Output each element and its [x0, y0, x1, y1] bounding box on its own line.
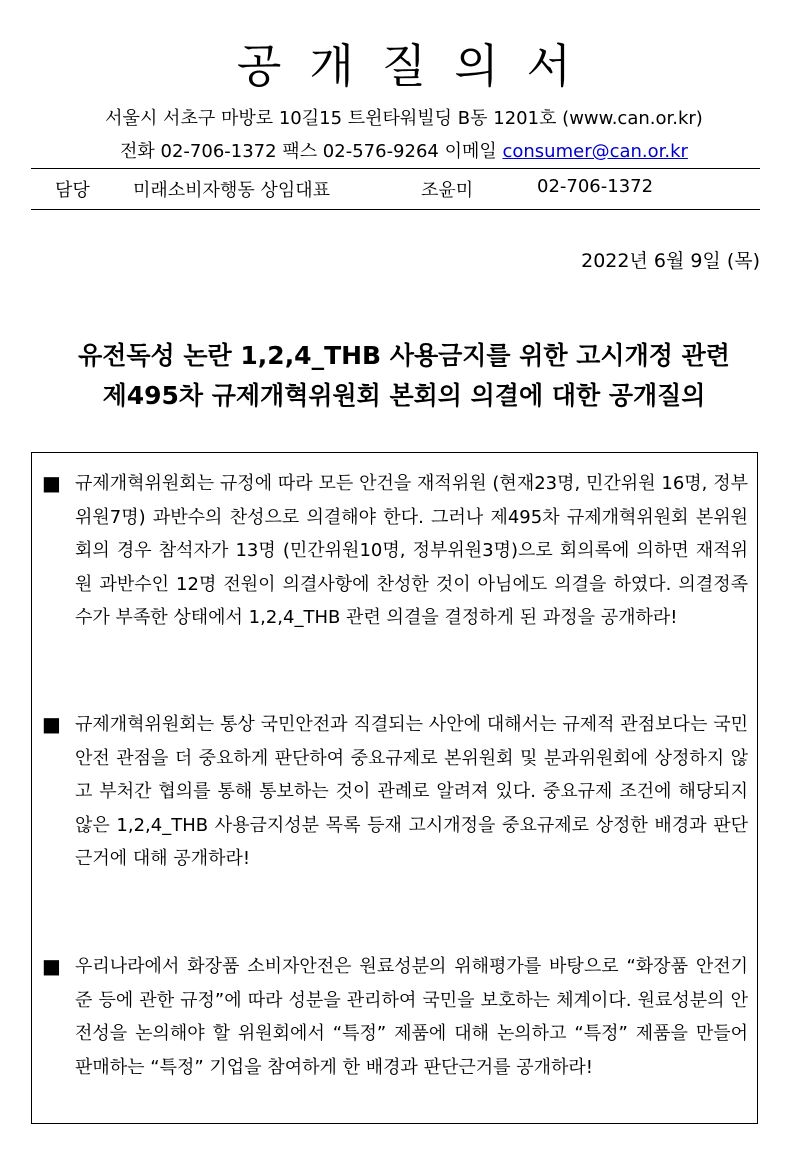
divider-top	[31, 168, 760, 169]
contact-phone-fax: 전화 02-706-1372 팩스 02-576-9264 이메일	[120, 141, 503, 162]
inquiry-item-text: 규제개혁위원회는 규정에 따라 모든 안건을 재적위원 (현재23명, 민간위원 16명, 정부위원7명) 과반수의 찬성으로 의결해야 한다. 그러나 제495차 규제개혁위원회 본위원회의 경우 참석자가 13명 (민간위원10명, 정부위원3명)으로 회의록에 의하면 재적위원 과반수인 12명 전원이 의결사항에 찬성한 것이 아님에도 의결을 하였다. 의결정족수가 부족한 상태에서 1,2,4_THB 관련 의결을 결정하게 된 과정을 공개하라!	[75, 473, 748, 628]
inquiry-item-2	[42, 708, 748, 876]
owner-name: 조윤미	[421, 180, 474, 201]
inquiry-box	[31, 452, 758, 1124]
sender-contact	[0, 137, 808, 163]
owner-label: 담당	[55, 180, 90, 201]
square-bullet-icon: ■	[42, 954, 61, 978]
inquiry-item-text: 우리나라에서 화장품 소비자안전은 원료성분의 위해평가를 바탕으로 “화장품 안전기준 등에 관한 규정”에 따라 성분을 관리하여 국민을 보호하는 체계이다. 원료성분의 안전성을 논의해야 할 위원회에서 “특정” 제품에 대해 논의하고 “특정” 제품을 만들어 판매하는 “특정” 기업을 참여하게 한 배경과 판단근거를 공개하라!	[75, 956, 748, 1078]
document-title: 공개질의서	[236, 39, 600, 93]
owner-row	[55, 176, 654, 281]
inquiry-item-3	[42, 950, 748, 1084]
headline-line-1: 유전독성 논란 1,2,4_THB 사용금지를 위한 고시개정 관련	[78, 341, 730, 370]
owner-phone: 02-706-1372	[537, 176, 654, 197]
square-bullet-icon: ■	[42, 471, 61, 495]
square-bullet-icon: ■	[42, 712, 61, 736]
email-link[interactable]: consumer@can.or.kr	[502, 141, 688, 162]
inquiry-item-1	[42, 467, 748, 635]
sender-address: 서울시 서초구 마방로 10길15 트윈타워빌딩 B동 1201호 (www.can.or.kr)	[105, 108, 703, 129]
headline-line-2: 제495차 규제개혁위원회 본회의 의결에 대한 공개질의	[102, 381, 706, 410]
inquiry-item-text: 규제개혁위원회는 통상 국민안전과 직결되는 사안에 대해서는 규제적 관점보다는 국민안전 관점을 더 중요하게 판단하여 중요규제로 본위원회 및 분과위원회에 상정하지 않고 부처간 협의를 통해 통보하는 것이 관례로 알려져 있다. 중요규제 조건에 해당되지 않은 1,2,4_THB 사용금지성분 목록 등재 고시개정을 중요규제로 상정한 배경과 판단근거에 대해 공개하라!	[75, 714, 748, 869]
owner-org: 미래소비자행동 상임대표	[133, 180, 330, 201]
document-date: 2022년 6월 9일 (목)	[581, 250, 760, 272]
divider-bottom	[31, 209, 760, 210]
